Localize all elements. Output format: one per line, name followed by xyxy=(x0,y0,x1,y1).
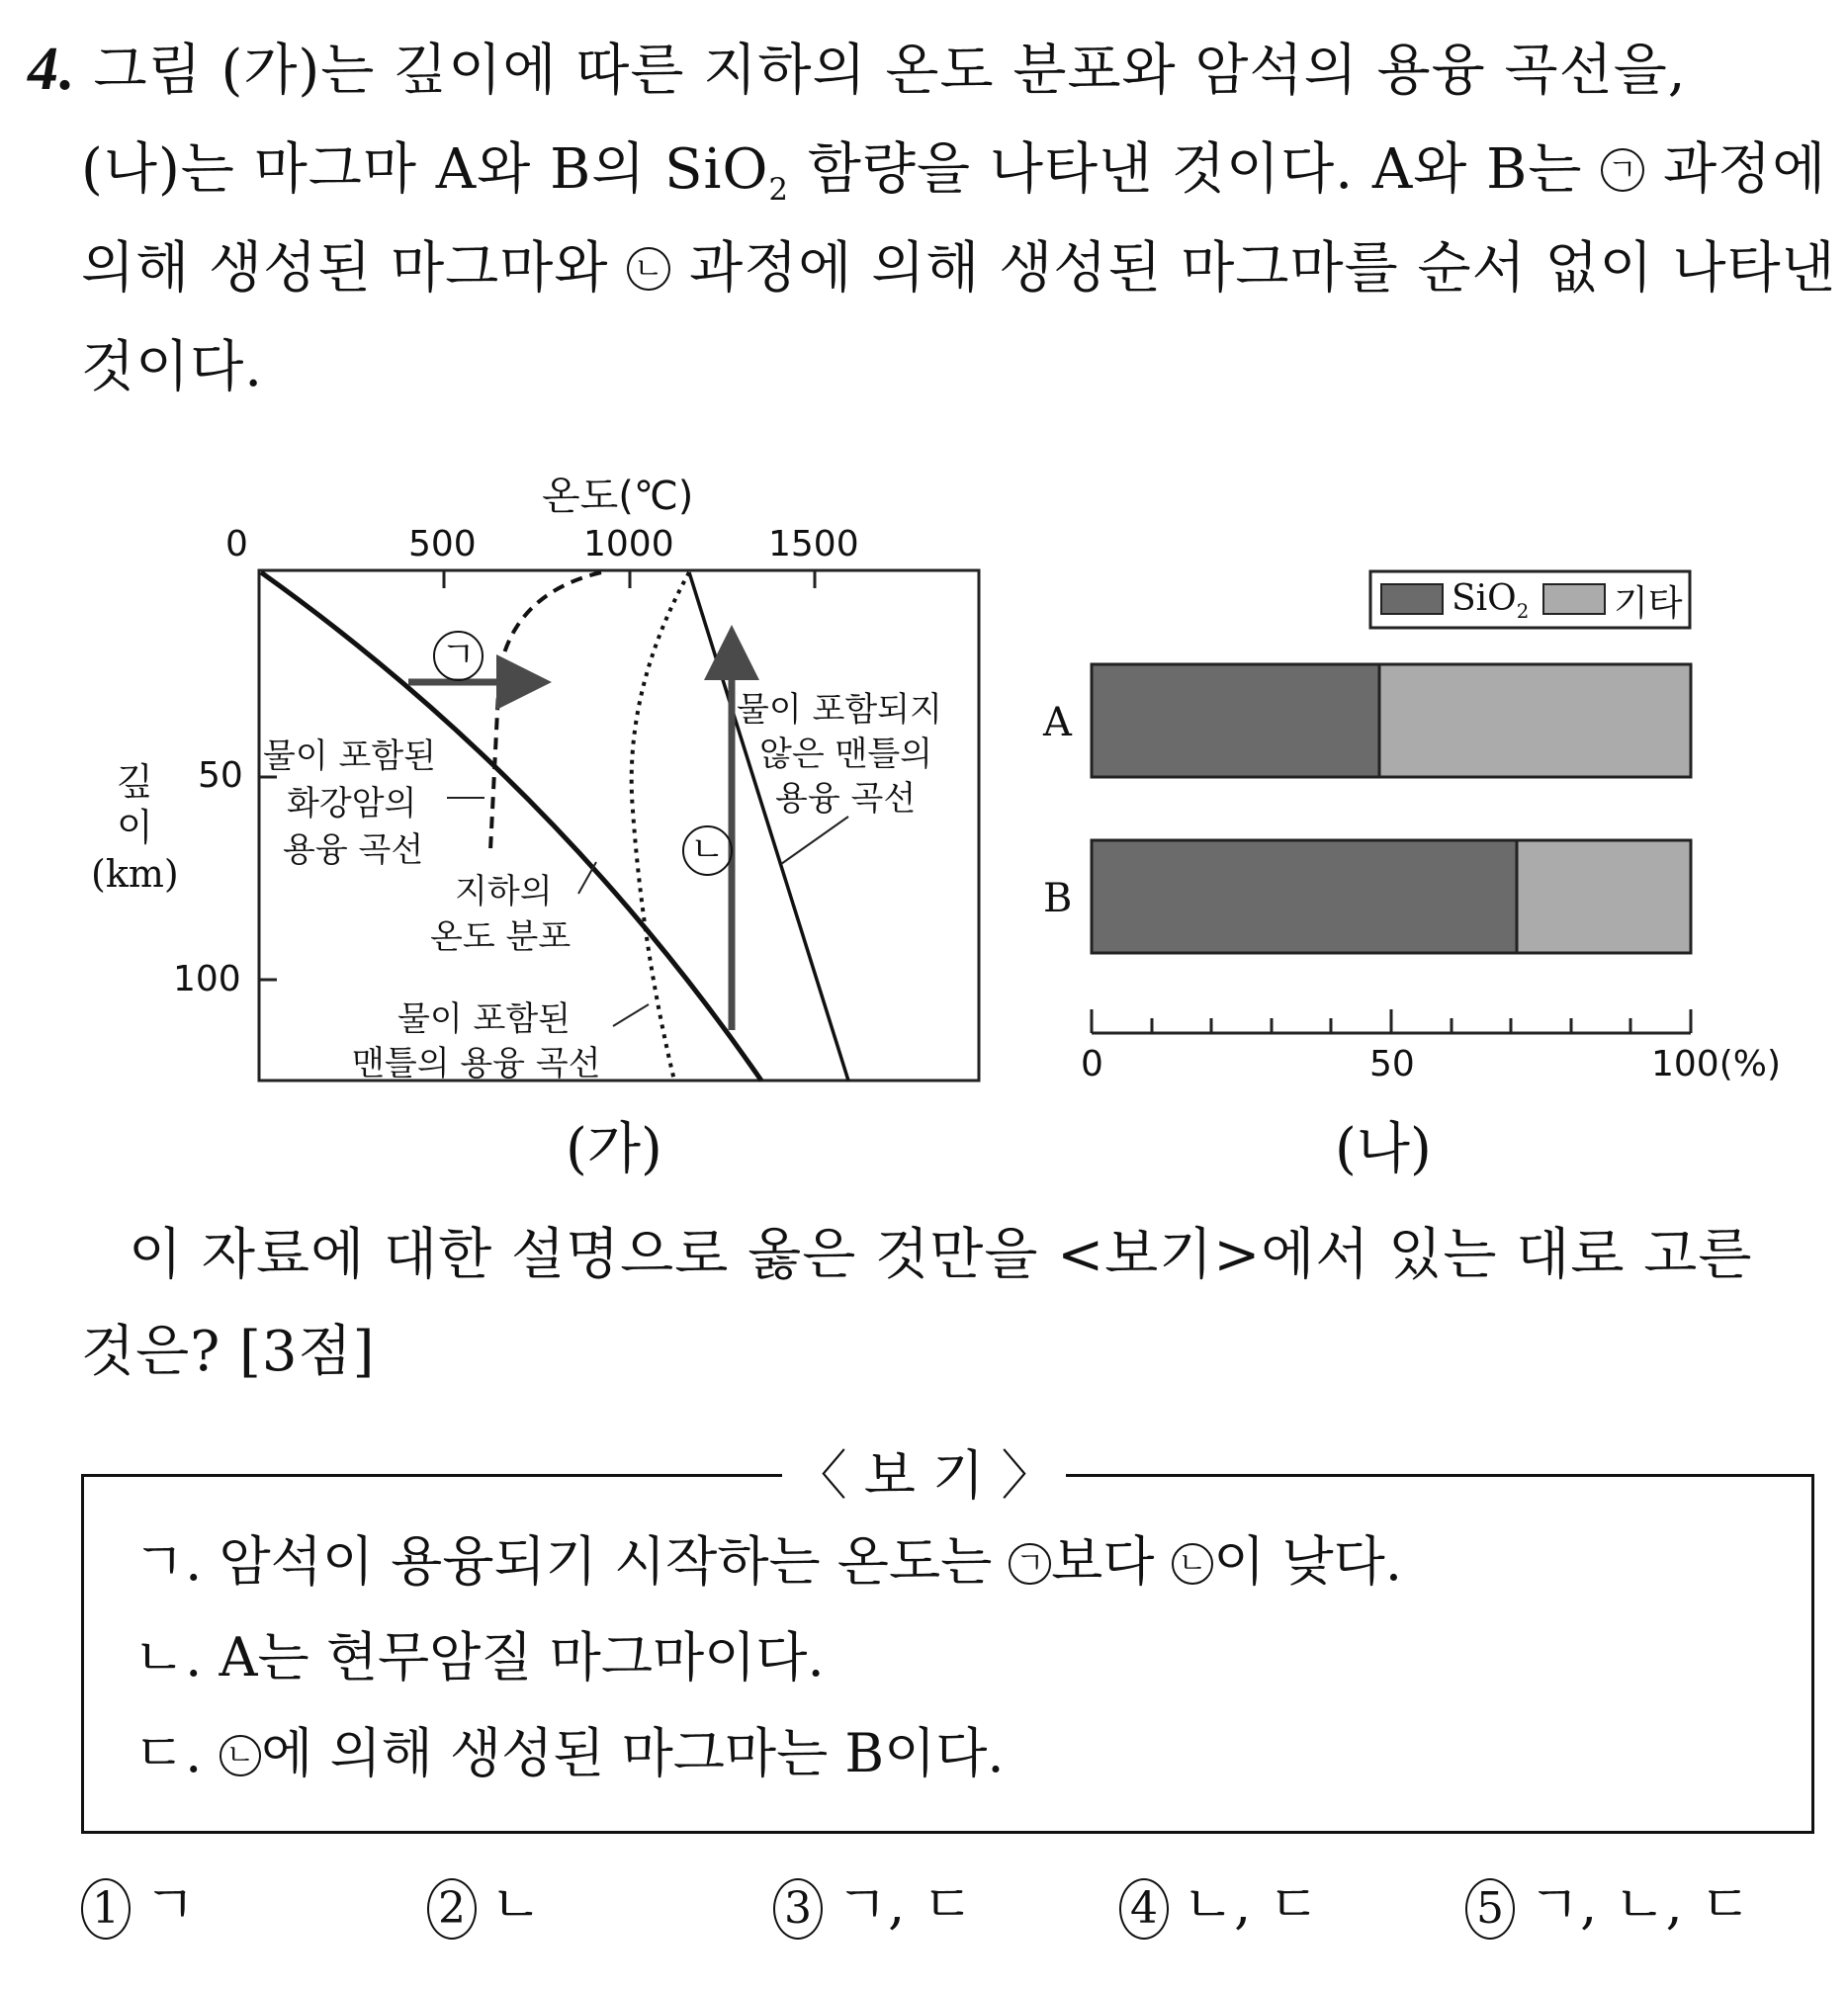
choice-number-4: 4 xyxy=(1119,1878,1169,1940)
circled-nieun: ㄴ xyxy=(220,1735,262,1777)
wet-mantle-label-2: 맨틀의 용융 곡선 xyxy=(352,1044,601,1083)
question-text-3b: 과정에 의해 생성된 마그마를 순서 없이 나타낸 xyxy=(670,236,1836,301)
pct-tick-50: 50 xyxy=(1369,1044,1415,1084)
y-tick-50: 50 xyxy=(198,755,243,796)
choice-4[interactable]: 4 ㄴ, ㄷ xyxy=(1119,1873,1320,1940)
choice-2[interactable]: 2 ㄴ xyxy=(427,1873,542,1940)
row-label-b: B xyxy=(1043,876,1073,921)
legend-sio2-label: SiO$_2$ xyxy=(1452,578,1530,624)
x-axis-title: 온도(℃) xyxy=(542,474,694,519)
figure-ga-caption: (가) xyxy=(566,1117,662,1181)
legend-swatch-other xyxy=(1543,584,1605,614)
granite-label-2: 화강암의 xyxy=(287,784,417,823)
y-axis-title-2: 이 xyxy=(117,806,153,849)
choice-3[interactable]: 3 ㄱ, ㄷ xyxy=(773,1873,974,1940)
pct-tick-0: 0 xyxy=(1081,1044,1103,1084)
question-text-2c: 과정에 xyxy=(1644,137,1827,202)
x-tick-0: 0 xyxy=(225,524,248,564)
boki-item-digeut: ㄷ. ㄴ 에 의해 생성된 마그마는 B이다. xyxy=(133,1722,1005,1784)
geotherm-label-1: 지하의 xyxy=(455,872,553,911)
y-tick-100: 100 xyxy=(173,959,241,999)
choice-number-5: 5 xyxy=(1465,1878,1515,1940)
process-1-label: ㄱ xyxy=(433,631,484,681)
legend-other-label: 기타 xyxy=(1614,583,1683,624)
legend-swatch-sio2 xyxy=(1381,584,1443,614)
circled-giyeok: ㄱ xyxy=(1601,148,1644,192)
dry-mantle-label-1: 물이 포함되지 xyxy=(737,690,942,730)
row-label-a: A xyxy=(1043,700,1072,745)
sio2-subscript: 2 xyxy=(768,172,789,209)
process-2-label: ㄴ xyxy=(682,825,733,876)
choice-number-2: 2 xyxy=(427,1878,477,1940)
x-tick-1500: 1500 xyxy=(768,524,859,564)
choice-5[interactable]: 5 ㄱ, ㄴ, ㄷ xyxy=(1465,1873,1751,1940)
bar-b-sio2 xyxy=(1092,840,1517,953)
wet-mantle-label-1: 물이 포함된 xyxy=(397,999,572,1039)
granite-label-3: 용융 곡선 xyxy=(283,830,424,870)
question-text-1: 그림 (가)는 깊이에 따른 지하의 온도 분포와 암석의 용융 곡선을, xyxy=(93,39,1687,103)
circled-nieun: ㄴ xyxy=(1172,1543,1214,1586)
question-text-2a: (나)는 마그마 A와 B의 SiO xyxy=(81,137,769,202)
choice-number-1: 1 xyxy=(81,1878,131,1940)
dry-mantle-label-3: 용융 곡선 xyxy=(775,779,917,819)
bar-a-other xyxy=(1379,664,1691,777)
figure-na-caption: (나) xyxy=(1335,1117,1432,1181)
circled-giyeok: ㄱ xyxy=(1009,1543,1051,1586)
circled-nieun: ㄴ xyxy=(627,247,670,291)
granite-label-1: 물이 포함된 xyxy=(263,736,437,776)
boki-item-giyeok: ㄱ. 암석이 용융되기 시작하는 온도는 ㄱ 보다 ㄴ 이 낮다. xyxy=(133,1530,1403,1593)
question-text-4: 것이다. xyxy=(81,335,264,399)
question-number: 4. xyxy=(28,36,76,103)
x-tick-1000: 1000 xyxy=(583,524,674,564)
question-text-2b: 함량을 나타낸 것이다. A와 B는 xyxy=(788,137,1602,202)
boki-item-nieun: ㄴ. A는 현무암질 마그마이다. xyxy=(133,1626,825,1688)
choice-1[interactable]: 1 ㄱ xyxy=(81,1873,196,1940)
y-axis-title-1: 깊 xyxy=(117,760,153,804)
boki-title: 〈 보 기 〉 xyxy=(0,1433,1848,1510)
dry-mantle-label-2: 않은 맨틀의 xyxy=(759,735,933,774)
y-axis-unit: (km) xyxy=(91,852,179,896)
pct-tick-100: 100(%) xyxy=(1651,1044,1782,1084)
bar-b-other xyxy=(1517,840,1691,953)
x-tick-500: 500 xyxy=(408,524,477,564)
question-text-3a: 의해 생성된 마그마와 xyxy=(81,236,628,301)
bar-a-sio2 xyxy=(1092,664,1379,777)
prompt-line-2: 것은? [3점] xyxy=(81,1320,376,1384)
geotherm-label-2: 온도 분포 xyxy=(430,917,572,957)
prompt-line-1: 이 자료에 대한 설명으로 옳은 것만을 <보기>에서 있는 대로 고른 xyxy=(129,1223,1753,1287)
choice-number-3: 3 xyxy=(773,1878,823,1940)
